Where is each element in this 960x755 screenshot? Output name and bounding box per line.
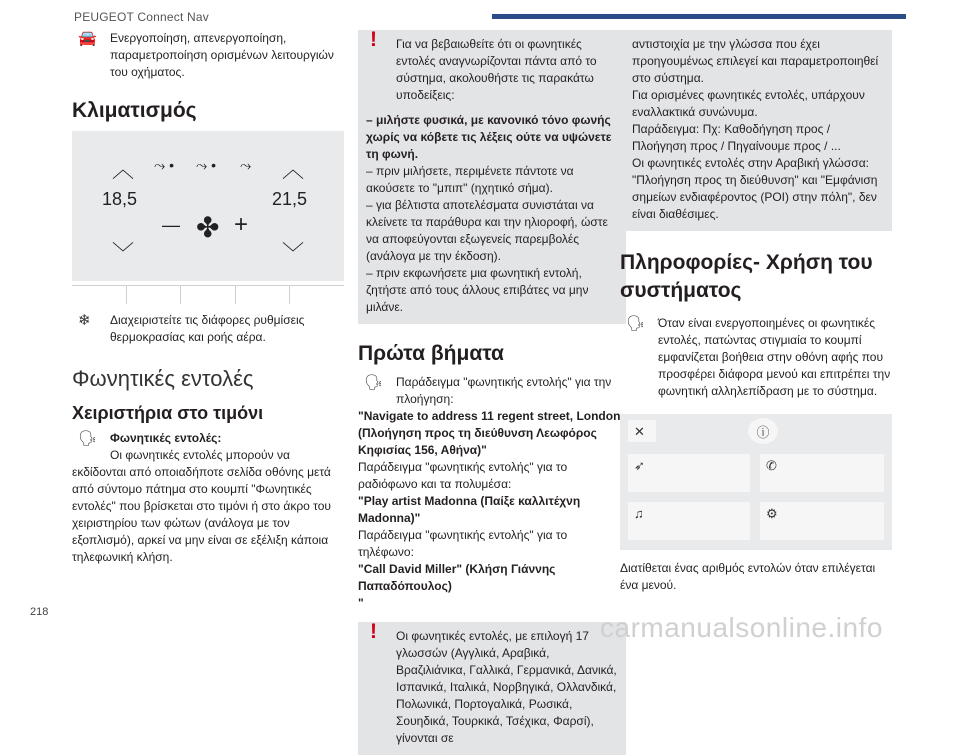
music-icon[interactable]: ♫ xyxy=(628,502,750,540)
example-nav-label: 🗣 Παράδειγμα "φωνητικής εντολής" για την πλοήγηση: xyxy=(364,374,612,406)
voice-tips-box: ! Για να βεβαιωθείτε ότι οι φωνητικές εντολές αναγνωρίζονται πάντα από το σύστημα, ακολουθήστε τις παρακάτω υποδείξεις: xyxy=(358,30,626,112)
right-temp-down-icon[interactable]: ﹀ xyxy=(282,241,305,266)
voice-command-icon: 🗣 xyxy=(78,430,98,447)
car-icon: 🚘 xyxy=(78,30,97,47)
menu-description: Διατίθεται ένας αριθμός εντολών όταν επιλέγεται ένα μενού. xyxy=(620,561,876,592)
climate-tab-strip xyxy=(72,285,344,304)
airflow-feet-icon[interactable]: ⤳ xyxy=(240,157,252,173)
navigation-icon[interactable]: ➶ xyxy=(628,454,750,492)
example-phone-command: "Call David Miller" (Κλήση Γιάννης Παπαδόπουλος) xyxy=(358,562,556,593)
airflow-windscreen-icon[interactable]: ⤳ • xyxy=(154,157,174,173)
steering-text: Οι φωνητικές εντολές μπορούν να εκδίδονται από οποιαδήποτε σελίδα οθόνης μετά από σύντομο πάτημα στο κουμπί "Φωνητικές εντολές" που βρίσκεται στο τιμόνι ή στο άκρο του χειριστηρίου των φώτων (ανάλογα με τον εξοπλισμό), αρκεί να μην είναι σε εξέλιξη κάποια τηλεφωνική κλήση. xyxy=(72,448,331,564)
voice-commands-heading: Φωνητικές εντολές xyxy=(72,366,254,391)
info-paragraph: 🗣 Όταν είναι ενεργοποιημένες οι φωνητικές εντολές, πατώντας στιγμιαία το κουμπί εμφανίζεται βοήθεια στην οθόνη αφής που προσφέρει διάφορα μενού και επιτρέπει την φωνητική αλληλεπίδραση με το σύστημα. xyxy=(626,315,891,398)
left-temp-up-icon[interactable]: ︿ xyxy=(112,157,135,182)
phone-icon[interactable]: ✆ xyxy=(760,454,884,492)
fan-minus-button[interactable]: — xyxy=(162,215,180,235)
page-number: 218 xyxy=(30,606,49,618)
voice-menu-panel xyxy=(620,414,892,550)
example-media-command: "Play artist Madonna (Παίξε καλλιτέχνη Madonna)" xyxy=(358,494,581,525)
voice-command-icon: 🗣 xyxy=(626,315,646,332)
watermark: carmanualsonline.info xyxy=(600,612,883,643)
voice-tips-list: – μιλήστε φυσικά, με κανονικό τόνο φωνής χωρίς να κόβετε τις λέξεις ούτε να υψώνετε τη φωνή. – πριν μιλήσετε, περιμένετε πάντοτε να ακούσετε το "μπιπ" (ηχητικό σήμα). – για βέλτιστα αποτελέσματα συνιστάται να κλείνετε τα παράθυρα και την ηλιοροφή, ώστε να αποφεύγονται εξωγενείς παρεμβολές (ανάλογα με την έκδοση). – πριν εκφωνήσετε μια φωνητική εντολή, ζητήστε από τους άλλους επιβάτες να μην μιλάνε. xyxy=(358,112,626,324)
climate-description: ❄ Διαχειριστείτε τις διάφορες ρυθμίσεις θερμοκρασίας και ροής αέρα. xyxy=(78,312,305,344)
warning-icon: ! xyxy=(370,620,377,643)
steering-label: 🗣 Φωνητικές εντολές: xyxy=(78,430,222,447)
voice-command-icon: 🗣 xyxy=(364,374,384,391)
info-heading: Πληροφορίες- Χρήση του συστήματος xyxy=(620,251,873,302)
climate-icon: ❄ xyxy=(78,312,91,329)
climate-panel xyxy=(72,131,344,281)
continuation-box: αντιστοιχία με την γλώσσα που έχει προηγουμένως επιλεγεί και παραμετροποιηθεί στο σύστημα. Για ορισμένες φωνητικές εντολές, υπάρχουν εναλλακτικά συνώνυμα. Παράδειγμα: Πχ: Καθοδήγηση προς / Πλοήγηση προς / Πηγαίνουμε προς / ... Οι φωνητικές εντολές στην Αραβική γλώσσα: "Πλοήγηση προς τη διεύθυνση" και "Εμφάνιση σημείων ενδιαφέροντος (POI) στην πόλη", δεν είναι διαθέσιμες. xyxy=(620,30,892,231)
steering-controls-heading: Χειριστήρια στο τιμόνι xyxy=(72,403,264,423)
info-icon[interactable]: ⓘ xyxy=(748,418,778,444)
column-2: ! Για να βεβαιωθείτε ότι οι φωνητικές εντολές αναγνωρίζονται πάντα από το σύστημα, ακολουθήστε τις παρακάτω υποδείξεις: – μιλήστε φυσικά, με κανονικό τόνο φωνής χωρίς να κόβετε τις λέξεις ούτε να υψώνετε τη φωνή. – πριν μιλήσετε, περιμένετε πάντοτε να ακούσετε το "μπιπ" (ηχητικό σήμα). – για βέλτιστα αποτελέσματα συνιστάται να κλείνετε τα παράθυρα και την ηλιοροφή, ώστε να αποφεύγονται εξωγενείς παρεμβολές (ανάλογα με την έκδοση). – πριν εκφωνήσετε μια φωνητική εντολή, ζητήστε από τους άλλους επιβάτες να μην μιλάνε. Πρώτα βήματα 🗣 Παράδειγμα "φωνητικής εντολής" για την πλοήγηση: "Navigate to address 11 regent street, London (Πλοήγηση προς τη διεύθυνση Λεωφόρος Κηφισίας 156, Αθήνα)" Παράδειγμα "φωνητικής εντολής" για το ραδιόφωνο και τα πολυμέσα: "Play artist Madonna (Παίξε καλλιτέχνη Madonna)" Παράδειγμα "φωνητικής εντολής" για το τηλέφωνο: "Call David Miller" (Κλήση Γιάννης Παπαδόπουλος) " ! Οι φωνητικές εντολές, με επιλογή 17 γλωσσών (Αγγλικά, Αραβικά, Βραζιλιάνικα, Γαλλικά, Γερμανικά, Δανικά, Ισπανικά, Ιταλικά, Νορβηγικά, Ολλανδικά, Πολωνικά, Πορτογαλικά, Ρωσικά, Σουηδικά, Τουρκικά, Τσέχικα, Φαρσί), γίνονται σε xyxy=(358,30,626,755)
header-title: PEUGEOT Connect Nav xyxy=(74,10,209,24)
column-3 xyxy=(620,30,892,594)
right-temp-up-icon[interactable]: ︿ xyxy=(282,157,305,182)
climate-heading: Κλιματισμός xyxy=(72,99,197,122)
fan-icon: ✤ xyxy=(196,212,220,243)
close-icon[interactable]: ✕ xyxy=(628,420,656,442)
airflow-face-icon[interactable]: ⤳ • xyxy=(196,157,216,173)
fan-plus-button[interactable]: + xyxy=(234,211,249,238)
example-nav-command: "Navigate to address 11 regent street, London (Πλοήγηση προς τη διεύθυνση Λεωφόρος Κηφισίας 156, Αθήνα)" xyxy=(358,409,621,457)
right-temperature: 21,5 xyxy=(272,189,308,209)
intro-paragraph: 🚘 Ενεργοποίηση, απενεργοποίηση, παραμετροποίηση ορισμένων λειτουργιών του οχήματος. xyxy=(78,30,334,79)
languages-box: ! Οι φωνητικές εντολές, με επιλογή 17 γλωσσών (Αγγλικά, Αραβικά, Βραζιλιάνικα, Γαλλικά, Γερμανικά, Δανικά, Ισπανικά, Ιταλικά, Νορβηγικά, Ολλανδικά, Πολωνικά, Πορτογαλικά, Ρωσικά, Σουηδικά, Τουρκικά, Τσέχικα, Φαρσί), γίνονται σε xyxy=(358,622,626,755)
left-temp-down-icon[interactable]: ﹀ xyxy=(112,241,135,266)
warning-icon: ! xyxy=(370,28,377,51)
column-1 xyxy=(72,30,344,566)
left-temperature: 18,5 xyxy=(102,189,138,209)
first-steps-heading: Πρώτα βήματα xyxy=(358,342,504,365)
example-media-label: Παράδειγμα "φωνητικής εντολής" για το ραδιόφωνο και τα πολυμέσα: xyxy=(358,460,568,491)
settings-icon[interactable]: ⚙ xyxy=(760,502,884,540)
header-bar xyxy=(492,14,906,19)
example-phone-label: Παράδειγμα "φωνητικής εντολής" για το τηλέφωνο: xyxy=(358,528,568,559)
